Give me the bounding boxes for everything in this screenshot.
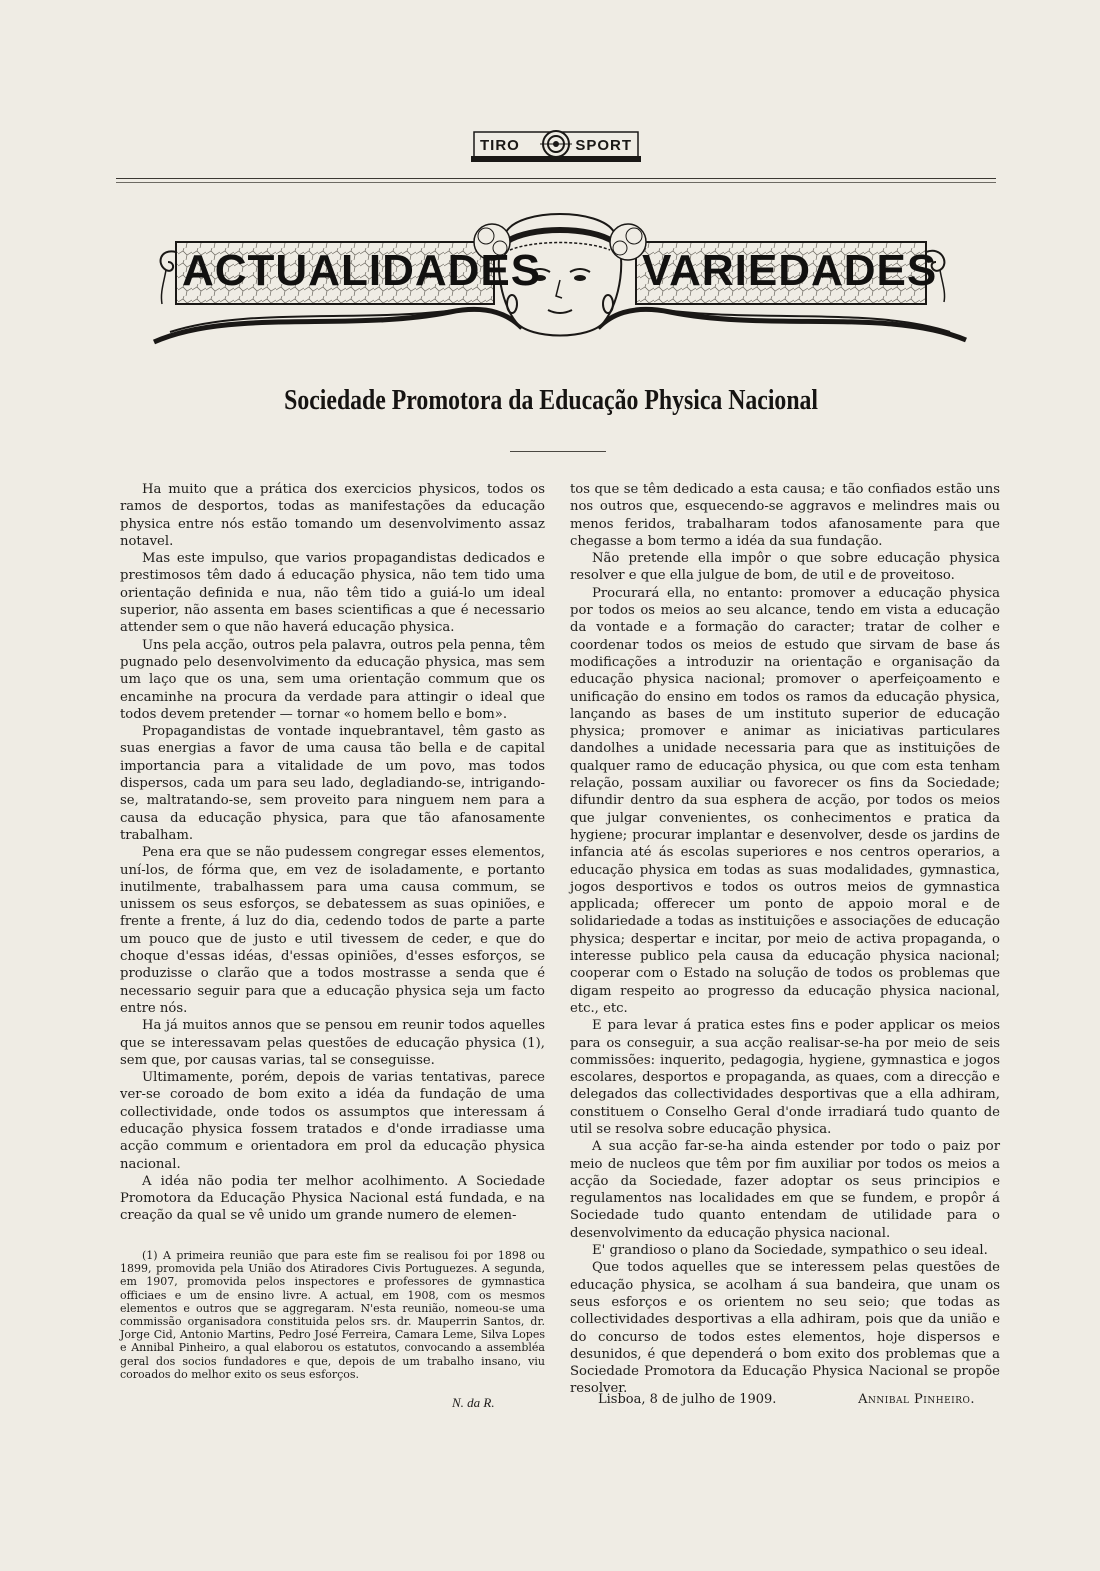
paragraph: Procurará ella, no entanto: promover a educação physica por todos os meios ao seu alcance, tendo em vista a educação da vontade e a formação do caracter; tratar de colher e coordenar todos os meios de estudo que sirvam de base ás modificações a introduzir na orientação e organisação da educação physica nacional; promover o aperfeiçoamento e unificação do ensino em todos os ramos da educação physica, lançando as bases de um instituto superior de educação physica; promover e animar as iniciativas particulares dandolhes a unidade necessaria para que as instituições de qualquer ramo de educação physica, ou que com esta tenham relação, possam auxiliar ou favorecer os fins da Sociedade; difundir dentro da sua esphera de acção, por todos os meios que julgar convenientes, os conhecimentos e pratica da hygiene; procurar implantar e desenvolver, desde os jardins de infancia até ás escolas superiores e nos centros operarios, a educação physica em todas as suas modalidades, gymnastica, jogos desportivos e todos os outros meios de gymnastica applicada; offerecer um ponto de appoio moral e de solidariedade a todas as instituições e associações de educação physica; despertar e incitar, por meio de activa propaganda, o interesse publico pela causa da educação physica nacional; cooperar com o Estado na solução de todos os problemas que digam respeito ao progresso da educação physica nacional, etc., etc. (570, 585, 1000, 1016)
paragraph: Mas este impulso, que varios propagandistas dedicados e prestimosos têm dado á educação physica, não tem tido uma orientação definida e nua, não têm tido a guiá-lo um ideal superior, não assenta em bases scientificas a que é necessario attender sem o que não haverá educação physica. (120, 551, 545, 636)
article-title: Sociedade Promotora da Educação Physica Nacional (284, 384, 819, 416)
paragraph: Uns pela acção, outros pela palavra, outros pela penna, têm pugnado pelo desenvolvimento da educação physica, mas sem um laço que os una, sem uma orientação commum que os encaminhe na procura da verdade para attingir o ideal que todos devem pretender — tornar «o homem bello e bom». (120, 637, 545, 722)
author-name: Annibal Pinheiro. (858, 1392, 975, 1407)
paragraph: Ha muito que a prática dos exercicios physicos, todos os ramos de desportos, todas as manifestações da educação physica entre nós estão tomando um desenvolvimento assaz notavel. (120, 482, 545, 549)
masthead-word-right: SPORT (575, 137, 632, 154)
title-divider (510, 451, 606, 452)
paragraph: E para levar á pratica estes fins e poder applicar os meios para os conseguir, a sua acção realisar-se-ha por meio de seis commissões: inquerito, pedagogia, hygiene, gymnastica e jogos escolares, desportos e propaganda, as quaes, com a direcção e delegados das collectividades desportivas que a ella adhiram, constituem o Conselho Geral d'onde irradiará tudo quanto de util se resolva sobre educação physica. (570, 1018, 1000, 1137)
dateline: Lisboa, 8 de julho de 1909. (598, 1392, 777, 1407)
article-signature (570, 1392, 975, 1407)
article-left-column (120, 481, 545, 1225)
article-right-column (570, 481, 1000, 1398)
banner-word-left: ACTUALIDADES (182, 246, 542, 295)
paragraph: Pena era que se não pudessem congregar esses elementos, uní-los, de fórma que, em vez de isoladamente, e portanto inutilmente, trabalhassem para uma causa commum, se unissem os seus esforços, se debatessem as suas opiniões, e frente a frente, á luz do dia, cedendo todos de parte a parte um pouco que de justo e util tivessem de ceder, e que do choque d'essas idéas, d'essas opiniões, d'esses esforços, se produzisse o clarão que a todos mostrasse a senda que é necessario seguir para que a educação physica seja um facto entre nós. (120, 845, 545, 1016)
footnote-text: (1) A primeira reunião que para este fim se realisou foi por 1898 ou 1899, promovida pela União dos Atiradores Civis Portuguezes. A segunda, em 1907, promovida pelos inspectores e professores de gymnastica officiaes e um de ensino livre. A actual, em 1908, com os mesmos elementos e outros que se aggregaram. N'esta reunião, nomeou-se uma commissão organisadora constituida pelos srs. dr. Mauperrin Santos, dr. Jorge Cid, Antonio Martins, Pedro José Ferreira, Camara Leme, Silva Lopes e Annibal Pinheiro, a qual elaborou os estatutos, convocando a assembléa geral dos socios fundadores e que, depois de um trabalho insano, viu coroados do melhor exito os seus esforços. (120, 1249, 545, 1381)
paragraph: Propagandistas de vontade inquebrantavel, têm gasto as suas energias a favor de uma causa tão bella e de capital importancia para a vitalidade de um povo, mas todos dispersos, cada um para seu lado, degladiando-se, intrigando-se, maltratando-se, sem proveito para ninguem nem para a causa da educação physica, para que tão afanosamente trabalham. (120, 724, 545, 843)
banner-word-right: VARIEDADES (642, 246, 938, 295)
paragraph: Ha já muitos annos que se pensou em reunir todos aquelles que se interessavam pelas questões de educação physica (1), sem que, por causas varias, tal se conseguisse. (120, 1018, 545, 1068)
paragraph: A idéa não podia ter melhor acolhimento. A Sociedade Promotora da Educação Physica Nacional está fundada, e na creação da qual se vê unido um grande numero de elemen- (120, 1173, 545, 1224)
paragraph: Ultimamente, porém, depois de varias tentativas, parece ver-se coroado de bom exito a idéa da fundação de uma collectividade, onde todos os assumptos que interessam á educação physica fossem tratados e d'onde irradiasse uma acção commum e orientadora em prol da educação physica nacional. (120, 1070, 545, 1172)
section-banner (150, 212, 970, 354)
tiro-sport-masthead-logo (470, 126, 642, 166)
header-rule-secondary (116, 182, 996, 183)
paragraph: tos que se têm dedicado a esta causa; e tão confiados estão uns nos outros que, esquecendo-se aggravos e melindres mais ou menos feridos, trabalharam todos afanosamente para que chegasse a bom termo a idéa da sua fundação. (570, 482, 1000, 549)
header-rule (116, 178, 996, 179)
paragraph: A sua acção far-se-ha ainda estender por todo o paiz por meio de nucleos que têm por fim auxiliar por todos os meios a acção da Sociedade, fazer adoptar os seus principios e regulamentos nas localidades em que se fundem, e propôr á Sociedade tudo quanto entendam de utilidade para o desenvolvimento da educação physica nacional. (570, 1139, 1000, 1241)
paragraph: Não pretende ella impôr o que sobre educação physica resolver e que ella julgue de bom, de util e de proveitoso. (570, 551, 1000, 584)
paragraph: Que todos aquelles que se interessem pelas questões de educação physica, se acolham á sua bandeira, que unam os seus esforços e os orientem no seu seio; que todas as collectividades desportivas a ella adhiram, pois que da união e do concurso de todos estes elementos, hoje dispersos e desunidos, é que dependerá o bom exito dos problemas que a Sociedade Promotora da Educação Physica Nacional se propõe resolver. (570, 1260, 1000, 1397)
paragraph: E' grandioso o plano da Sociedade, sympathico o seu ideal. (592, 1243, 988, 1259)
masthead-word-left: TIRO (480, 137, 520, 154)
footnote (120, 1249, 545, 1381)
footnote-signature: N. da R. (452, 1395, 495, 1410)
